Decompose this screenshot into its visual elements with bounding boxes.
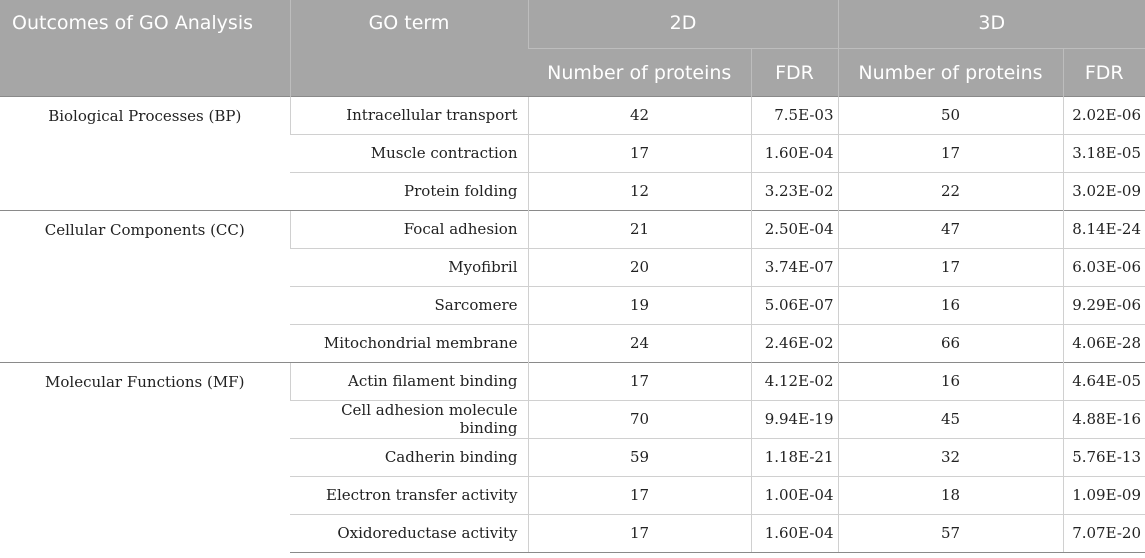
- category-cell: Cellular Components (CC): [0, 210, 290, 362]
- num-proteins-2d-cell: 17: [528, 514, 751, 552]
- fdr-2d-cell: 9.94E-19: [751, 400, 838, 438]
- fdr-3d-cell: 3.18E-05: [1063, 134, 1145, 172]
- fdr-3d-cell: 4.06E-28: [1063, 324, 1145, 362]
- fdr-3d-cell: 4.64E-05: [1063, 362, 1145, 400]
- fdr-3d-cell: 2.02E-06: [1063, 96, 1145, 134]
- fdr-2d-cell: 1.60E-04: [751, 514, 838, 552]
- num-proteins-2d-cell: 17: [528, 476, 751, 514]
- num-proteins-2d-cell: 70: [528, 400, 751, 438]
- fdr-2d-cell: 4.12E-02: [751, 362, 838, 400]
- table-body: [0, 96, 1145, 552]
- category-cell: Molecular Functions (MF): [0, 362, 290, 552]
- fdr-3d-cell: 6.03E-06: [1063, 248, 1145, 286]
- go-term-cell: Electron transfer activity: [290, 476, 528, 514]
- num-proteins-2d-cell: 24: [528, 324, 751, 362]
- go-term-cell: Sarcomere: [290, 286, 528, 324]
- go-term-cell: Oxidoreductase activity: [290, 514, 528, 552]
- go-term-cell: Cell adhesion molecule binding: [290, 400, 528, 438]
- header-go-term: GO term: [290, 0, 528, 96]
- go-term-cell: Intracellular transport: [290, 96, 528, 134]
- fdr-3d-cell: 8.14E-24: [1063, 210, 1145, 248]
- num-proteins-2d-cell: 19: [528, 286, 751, 324]
- fdr-2d-cell: 1.60E-04: [751, 134, 838, 172]
- num-proteins-2d-cell: 21: [528, 210, 751, 248]
- num-proteins-3d-cell: 18: [838, 476, 1063, 514]
- num-proteins-3d-cell: 32: [838, 438, 1063, 476]
- num-proteins-3d-cell: 45: [838, 400, 1063, 438]
- fdr-3d-cell: 1.09E-09: [1063, 476, 1145, 514]
- num-proteins-2d-cell: 20: [528, 248, 751, 286]
- num-proteins-2d-cell: 17: [528, 362, 751, 400]
- num-proteins-3d-cell: 17: [838, 248, 1063, 286]
- num-proteins-3d-cell: 66: [838, 324, 1063, 362]
- go-term-cell: Mitochondrial membrane: [290, 324, 528, 362]
- go-term-cell: Protein folding: [290, 172, 528, 210]
- category-cell: Biological Processes (BP): [0, 96, 290, 210]
- num-proteins-3d-cell: 16: [838, 286, 1063, 324]
- header-2d-fdr: FDR: [751, 48, 838, 96]
- fdr-2d-cell: 7.5E-03: [751, 96, 838, 134]
- table-row: [0, 362, 1145, 400]
- fdr-2d-cell: 2.50E-04: [751, 210, 838, 248]
- header-3d-fdr: FDR: [1063, 48, 1145, 96]
- fdr-3d-cell: 9.29E-06: [1063, 286, 1145, 324]
- table-header: [0, 0, 1145, 96]
- fdr-2d-cell: 1.18E-21: [751, 438, 838, 476]
- header-outcomes: Outcomes of GO Analysis: [0, 0, 290, 96]
- fdr-3d-cell: 5.76E-13: [1063, 438, 1145, 476]
- fdr-2d-cell: 3.74E-07: [751, 248, 838, 286]
- num-proteins-3d-cell: 22: [838, 172, 1063, 210]
- fdr-3d-cell: 3.02E-09: [1063, 172, 1145, 210]
- fdr-3d-cell: 4.88E-16: [1063, 400, 1145, 438]
- go-term-cell: Myofibril: [290, 248, 528, 286]
- header-3d: 3D: [838, 0, 1145, 48]
- fdr-3d-cell: 7.07E-20: [1063, 514, 1145, 552]
- go-term-cell: Cadherin binding: [290, 438, 528, 476]
- num-proteins-2d-cell: 12: [528, 172, 751, 210]
- num-proteins-3d-cell: 57: [838, 514, 1063, 552]
- fdr-2d-cell: 5.06E-07: [751, 286, 838, 324]
- header-3d-num-proteins: Number of proteins: [838, 48, 1063, 96]
- header-2d-num-proteins: Number of proteins: [528, 48, 751, 96]
- table-row: [0, 210, 1145, 248]
- num-proteins-3d-cell: 17: [838, 134, 1063, 172]
- fdr-2d-cell: 1.00E-04: [751, 476, 838, 514]
- num-proteins-2d-cell: 17: [528, 134, 751, 172]
- num-proteins-3d-cell: 16: [838, 362, 1063, 400]
- num-proteins-3d-cell: 47: [838, 210, 1063, 248]
- num-proteins-2d-cell: 59: [528, 438, 751, 476]
- table-row: [0, 96, 1145, 134]
- header-2d: 2D: [528, 0, 838, 48]
- go-term-cell: Focal adhesion: [290, 210, 528, 248]
- num-proteins-3d-cell: 50: [838, 96, 1063, 134]
- go-term-cell: Actin filament binding: [290, 362, 528, 400]
- num-proteins-2d-cell: 42: [528, 96, 751, 134]
- fdr-2d-cell: 3.23E-02: [751, 172, 838, 210]
- fdr-2d-cell: 2.46E-02: [751, 324, 838, 362]
- go-term-cell: Muscle contraction: [290, 134, 528, 172]
